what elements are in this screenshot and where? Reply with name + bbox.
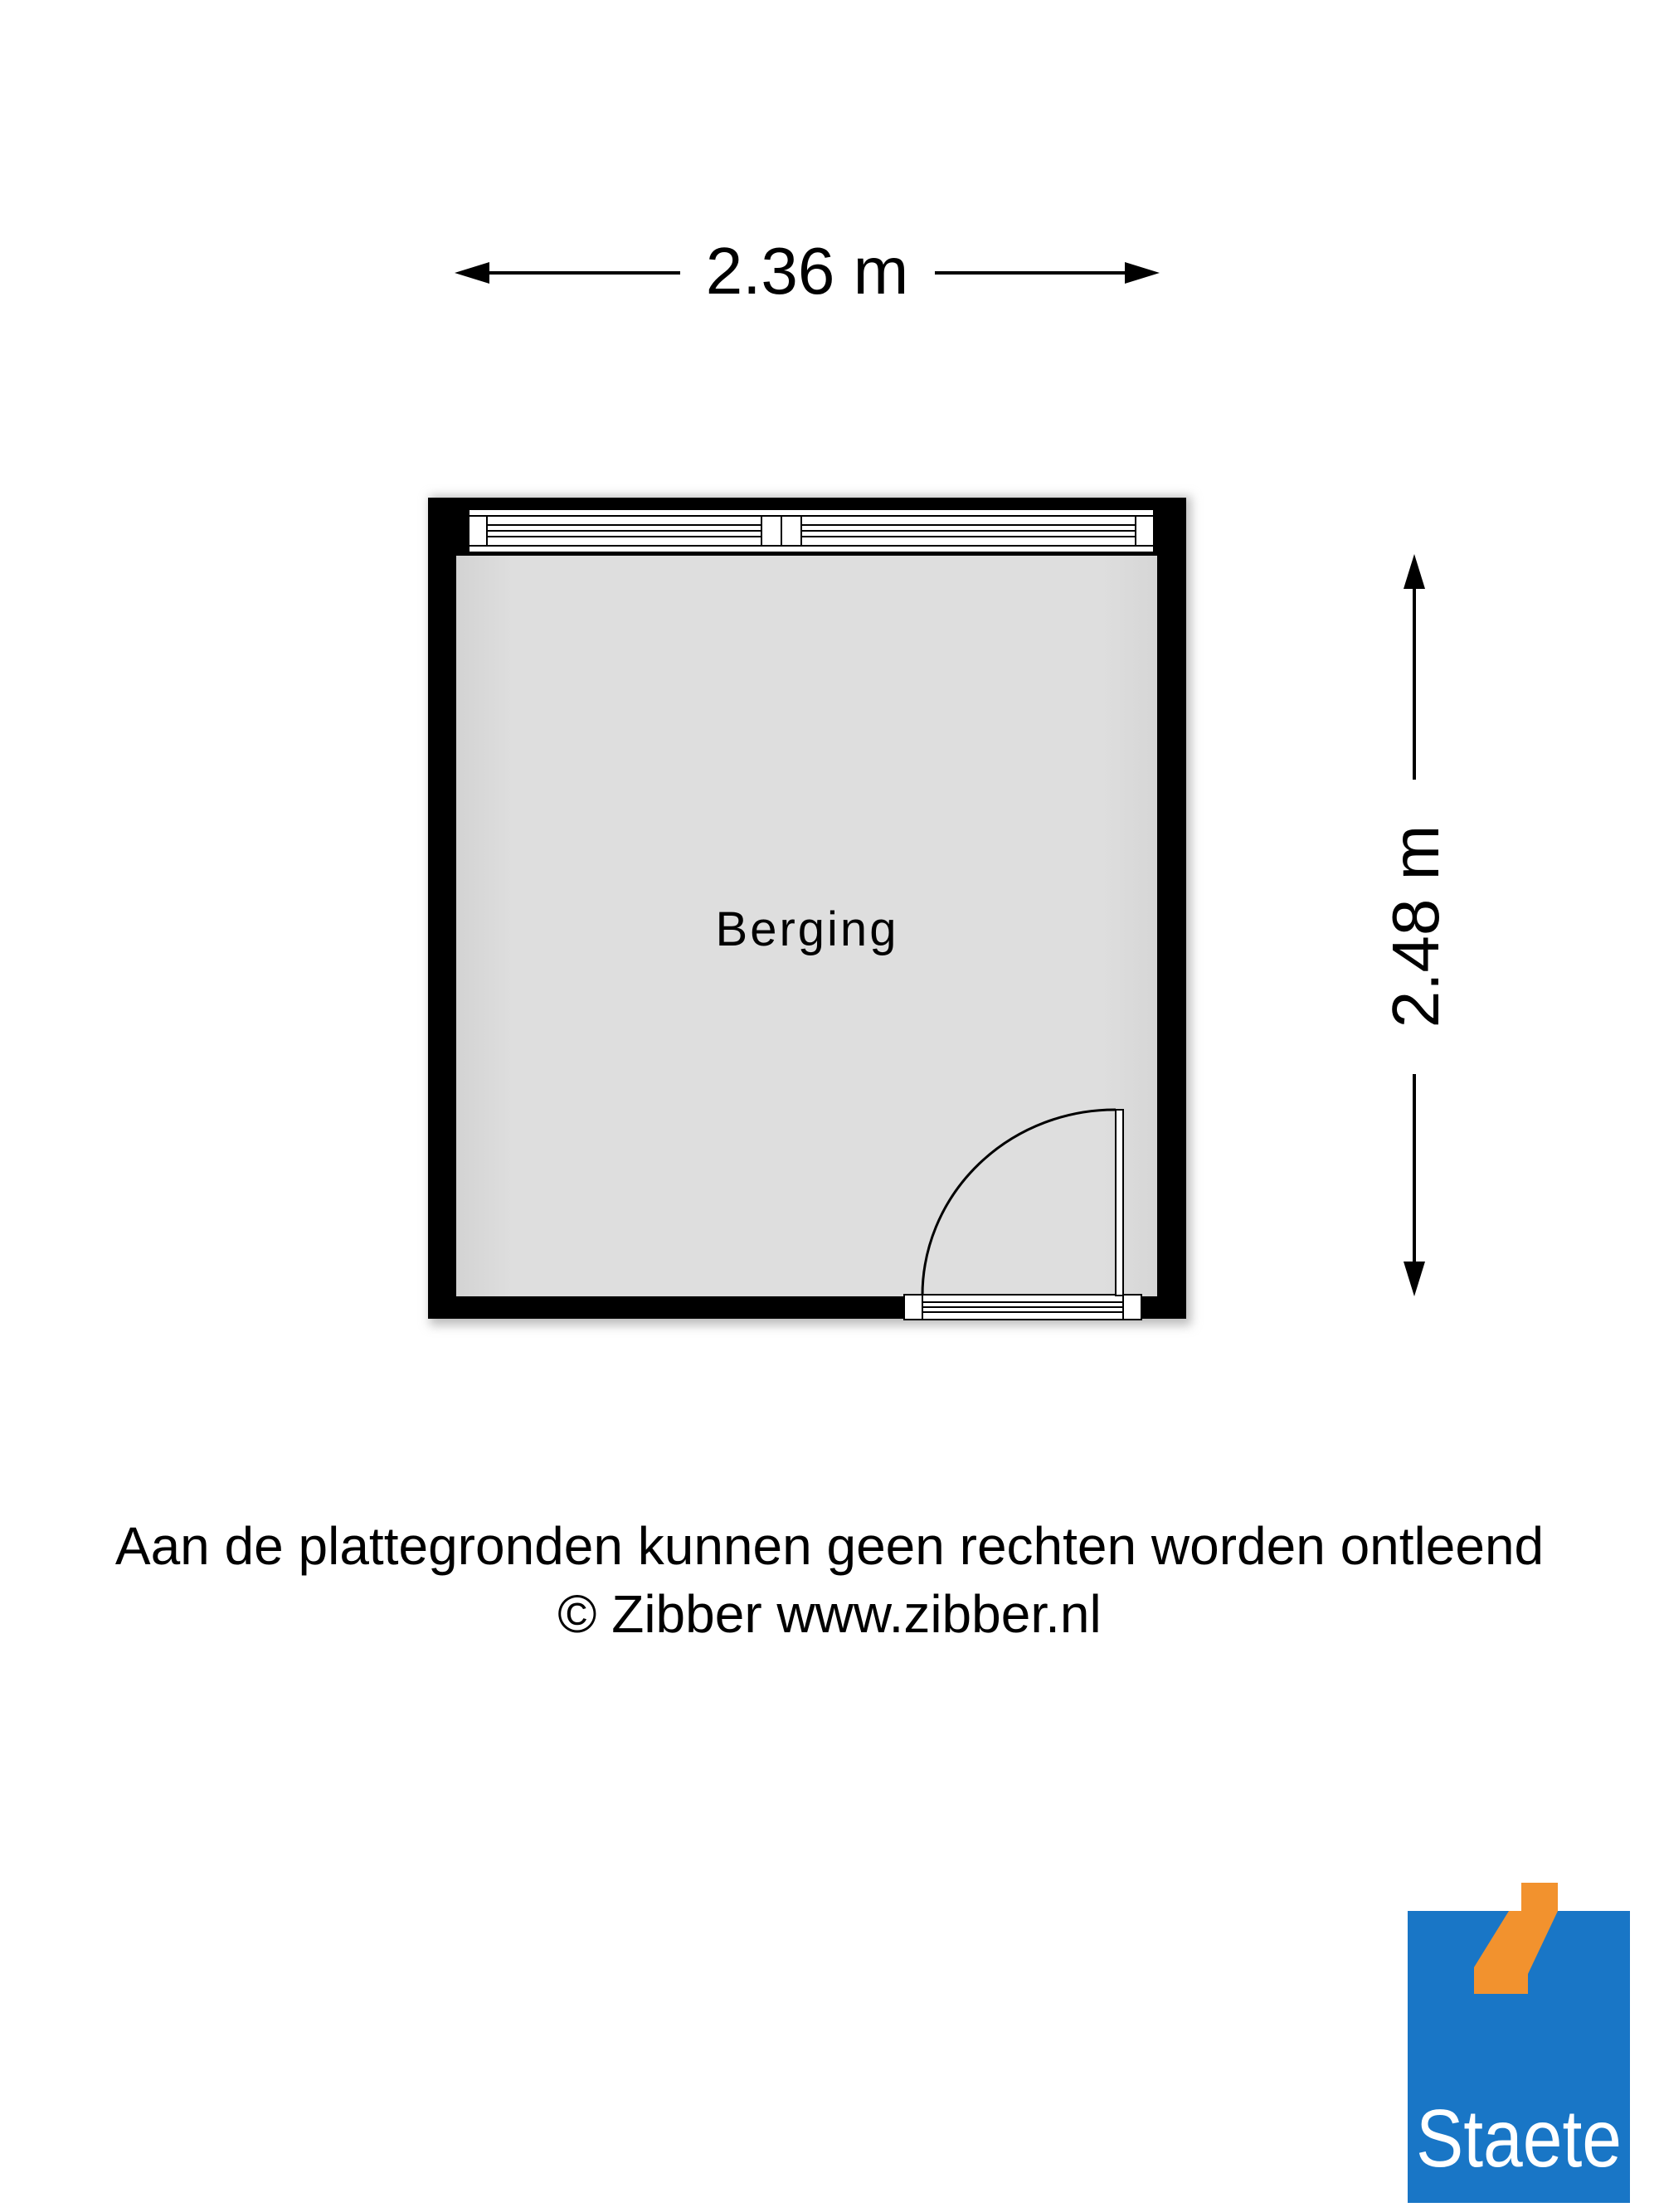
- staete-logo: [1408, 1883, 1630, 2203]
- arrow-down-icon: [1404, 1262, 1425, 1296]
- arrow-up-icon: [1404, 554, 1425, 589]
- copyright-text: © Zibber www.zibber.nl: [557, 1584, 1102, 1644]
- arrow-right-icon: [1125, 262, 1160, 284]
- arrow-left-icon: [455, 262, 489, 284]
- door-opening: [904, 1295, 1141, 1320]
- width-dimension: [455, 234, 1160, 308]
- width-label: 2.36 m: [705, 234, 909, 308]
- logo-text: Staete: [1416, 2093, 1622, 2184]
- height-label: 2.48 m: [1379, 824, 1452, 1028]
- room-label: Berging: [715, 902, 899, 956]
- disclaimer-text: Aan de plattegronden kunnen geen rechten worden ontleend: [114, 1516, 1545, 1576]
- top-window: [469, 509, 1154, 552]
- height-dimension: [1379, 554, 1452, 1296]
